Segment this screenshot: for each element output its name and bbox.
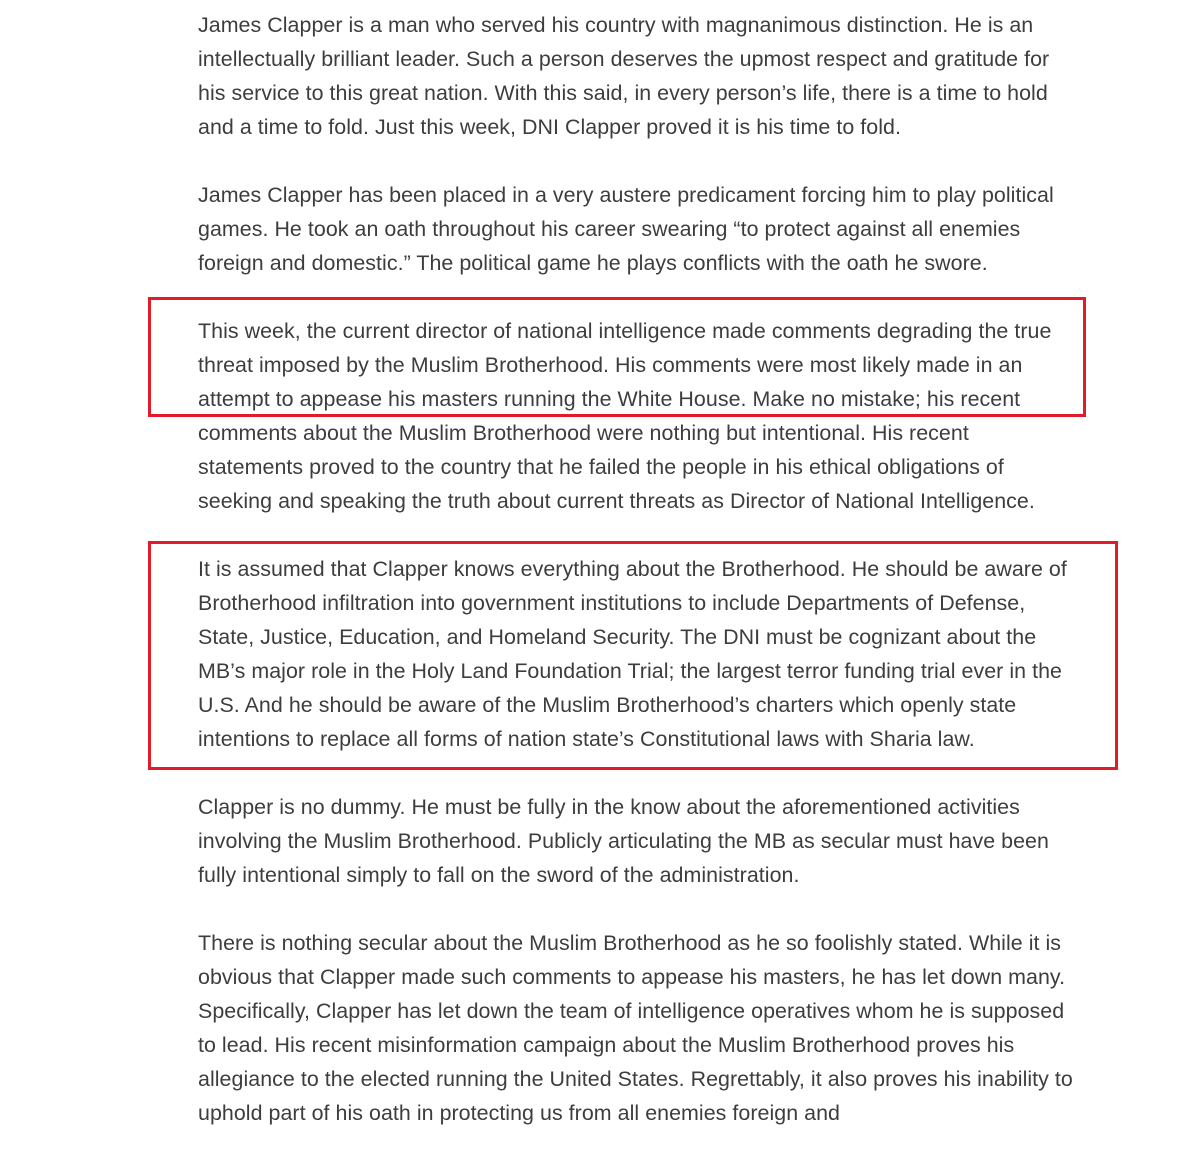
paragraph-6: There is nothing secular about the Muslim Brotherhood as he so foolishly stated. While it is obvious that Clapper made such comments to appease his masters, he has let down many. Specifically, Clapper has let down the team of intelligence operatives whom he is supposed to lead. His recent misinformation campaign about the Muslim Brotherhood proves his allegiance to the elected running the United States. Regrettably, it also proves his inability to uphold part of his oath in protecting us from all enemies foreign and xyxy=(198,931,1073,1125)
paragraph-1: James Clapper is a man who served his country with magnanimous distinction. He is an intellectually brilliant leader. Such a person deserves the upmost respect and gratitude for his service to this great nation. With this said, in every person’s life, there is a time to hold and a time to fold. Just this week, DNI Clapper proved it is his time to fold. xyxy=(198,13,1050,139)
article-body xyxy=(198,8,1078,1164)
paragraph-2: James Clapper has been placed in a very austere predicament forcing him to play political games. He took an oath throughout his career swearing “to protect against all enemies foreign and domestic.” The political game he plays conflicts with the oath he swore. xyxy=(198,183,1054,275)
paragraph-3: This week, the current director of national intelligence made comments degrading the true threat imposed by the Muslim Brotherhood. His comments were most likely made in an attempt to appease his masters running the White House. Make no mistake; his recent comments about the Muslim Brotherhood were nothing but intentional. His recent statements proved to the country that he failed the people in his ethical obligations of seeking and speaking the truth about current threats as Director of National Intelligence. xyxy=(198,319,1052,513)
paragraph-5: Clapper is no dummy. He must be fully in the know about the aforementioned activities involving the Muslim Brotherhood. Publicly articulating the MB as secular must have been fully intentional simply to fall on the sword of the administration. xyxy=(198,795,1049,887)
paragraph-4: It is assumed that Clapper knows everything about the Brotherhood. He should be aware of Brotherhood infiltration into government institutions to include Departments of Defense, State, Justice, Education, and Homeland Security. The DNI must be cognizant about the MB’s major role in the Holy Land Foundation Trial; the largest terror funding trial ever in the U.S. And he should be aware of the Muslim Brotherhood’s charters which openly state intentions to replace all forms of nation state’s Constitutional laws with Sharia law. xyxy=(198,557,1067,751)
